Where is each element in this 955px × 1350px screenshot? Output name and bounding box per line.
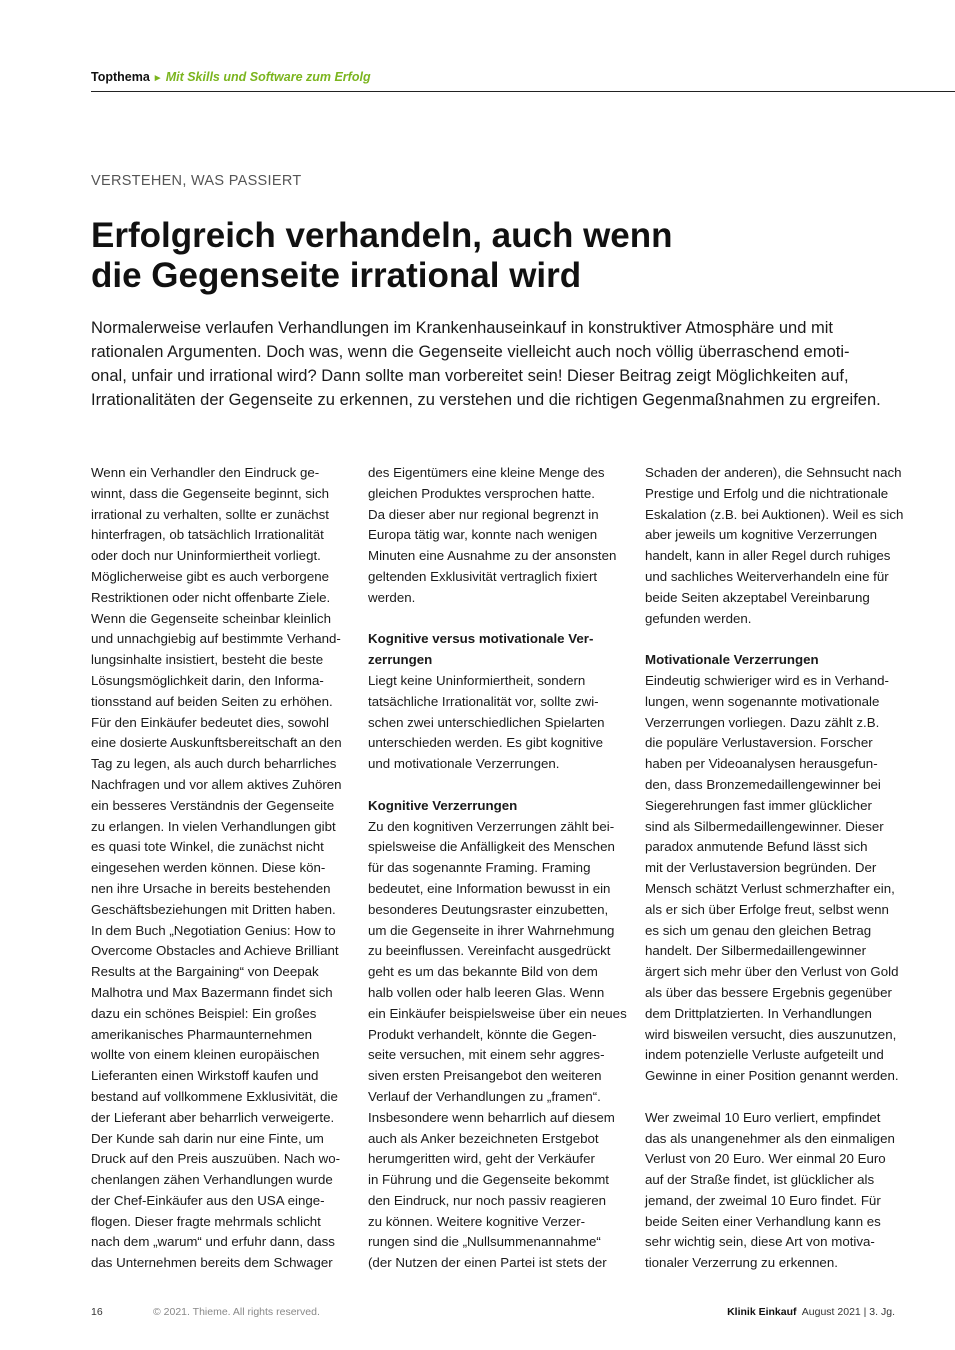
article-lead [91,316,911,412]
text-line: dazu ein schönes Beispiel: Ein großes [91,1005,317,1021]
section-heading-kognitive: Kognitive Verzerrungen [368,797,518,813]
text-line: Der Kunde sah darin nur eine Finte, um [91,1130,324,1146]
text-line: Zu den kognitiven Verzerrungen zählt bei- [368,818,615,834]
article-title [91,216,851,296]
text-line: aber jeweils um kognitive Verzerrungen [645,527,878,543]
text-line: in Führung und die Gegenseite bekommt [368,1172,609,1188]
text-line: dem Drittplatzierten. In Verhandlungen [645,1005,872,1021]
text-line: ein besseres Verständnis der Gegenseite [91,797,335,813]
copyright-notice: © 2021. Thieme. All rights reserved. [153,1306,320,1318]
text-line: gefunden werden. [645,610,752,626]
text-line: Minuten eine Ausnahme zu der ansonsten [368,548,617,564]
text-line: sind als Silbermedaillengewinner. Dieser [645,818,884,834]
text-line: Results at the Bargaining“ von Deepak [91,964,319,980]
text-line: zu beeinflussen. Vereinfacht ausgedrückt [368,943,611,959]
text-line: unterschieden werden. Es gibt kognitive [368,735,604,751]
text-line: die populäre Verlustaversion. Forscher [645,735,873,751]
text-line: In dem Buch „Negotiation Genius: How to [91,922,336,938]
text-line: Da dieser aber nur regional begrenzt in [368,506,599,522]
section-subtitle: Mit Skills und Software zum Erfolg [165,70,371,84]
text-line: amerikanisches Pharmaunternehmen [91,1026,312,1042]
section-heading-kognitive-vs-motivationale [368,629,620,671]
lead-line: rationalen Argumenten. Doch was, wenn die Gegenseite vielleicht auch noch völlig überraschend emoti- [91,343,850,361]
text-line: Geschäftsbeziehungen mit Dritten haben. [91,901,336,917]
text-line: Schaden der anderen), die Sehnsucht nach [645,465,902,480]
text-line: auch als Anker bezeichneten Erstgebot [368,1130,599,1146]
journal-name: Klinik Einkauf [727,1306,797,1318]
arrow-icon: ► [152,73,163,84]
header-divider [91,91,955,92]
text-line: das als unangenehmer als den einmaligen [645,1130,895,1146]
text-line: Mensch schätzt Verlust schmerzhafter ein, [645,880,895,896]
text-line: Overcome Obstacles and Achieve Brilliant [91,943,339,959]
text-line: handelt, kann in aller Regel durch ruhiges [645,548,891,564]
issue-info: August 2021 | 3. Jg. [801,1306,895,1318]
text-line: auf der Straße findet, ist glücklicher als [645,1172,875,1188]
text-line: tionsstand auf beiden Seiten zu erhöhen. [91,693,333,709]
text-line: herumgeritten wird, geht der Verkäufer [368,1151,595,1167]
text-line: geltenden Exklusivität vertraglich fixiert [368,568,598,584]
text-line: Insbesondere wenn beharrlich auf diesem [368,1109,615,1125]
text-line: halb vollen oder halb leeren Glas. Wenn [368,984,605,1000]
paragraph [645,671,897,1087]
text-line: beide Seiten akzeptabel Vereinbarung [645,589,870,605]
text-line: tionaler Verzerrung zu erkennen. [645,1255,838,1271]
text-line: als er sich über Erfolge freut, selbst wenn [645,901,889,917]
text-line: jemand, der zweimal 10 Euro findet. Für [645,1192,881,1208]
text-line: winnt, dass die Gegenseite beginnt, sich [91,485,330,501]
paragraph [368,817,627,1275]
text-line: Verzerrungen vorliegen. Dazu zählt z.B. [645,714,880,730]
text-line: ärgert sich mehr über den Verlust von Gold [645,964,899,980]
text-line: bedeutet, eine Information bewusst in ein [368,880,611,896]
text-line: Für den Einkäufer bedeutet dies, sowohl [91,714,330,730]
text-line: eine dosierte Auskunftsbereitschaft an den [91,735,342,751]
text-line: chenlangen zähen Verhandlungen wurde [91,1172,333,1188]
text-line: Europa tätig war, konnte nach wenigen [368,527,598,543]
text-line: wird bisweilen versucht, dies auszunutzen, [645,1026,897,1042]
text-line: es quasi tote Winkel, die zunächst nicht [91,839,324,855]
text-line: Kognitive versus motivationale Ver- [368,631,594,647]
text-line: werden. [368,589,416,605]
text-line: indem potenzielle Verluste aufgeteilt und [645,1047,884,1063]
text-line: Lösungsmöglichkeit darin, den Informa- [91,672,324,688]
text-line: es sich um genau den gleichen Betrag [645,922,872,938]
text-line: rungen sind die „Nullsummenannahme“ [368,1234,601,1250]
text-line: Gewinne in einer Position genannt werden. [645,1068,899,1084]
title-line: Erfolgreich verhandeln, auch wenn [91,216,673,255]
text-line: das Unternehmen bereits dem Schwager [91,1255,333,1271]
text-line: oder doch nur Uninformiertheit vorliegt. [91,548,321,564]
text-line: Verlust von 20 Euro. Wer einmal 20 Euro [645,1151,886,1167]
text-line: zu erlangen. In vielen Verhandlungen gibt [91,818,336,834]
text-line: für das sogenannte Framing. Framing [368,860,591,876]
text-line: Liegt keine Uninformiertheit, sondern [368,672,586,688]
text-line: Restriktionen oder nicht offenbarte Ziele. [91,589,331,605]
text-line: Wer zweimal 10 Euro verliert, empfindet [645,1109,881,1125]
paragraph [368,463,620,609]
text-line: Prestige und Erfolg und die nichtrationale [645,485,889,501]
text-line: des Eigentümers eine kleine Menge des [368,465,605,480]
text-line: Nachfragen und vor allem aktives Zuhören [91,776,342,792]
text-line: geht es um das bekannte Bild von dem [368,964,598,980]
lead-line: Normalerweise verlaufen Verhandlungen im Krankenhauseinkauf in konstruktiver Atmosphäre und mit [91,319,833,337]
text-line: gleichen Produktes versprochen hatte. [368,485,595,501]
text-column-2 [368,463,627,1274]
text-line: tatsächliche Irrationalität vor, sollte zwi- [368,693,599,709]
text-line: Druck auf den Preis auszuüben. Nach wo- [91,1151,341,1167]
text-line: und unnachgiebig auf bestimmte Verhand- [91,631,341,647]
text-line: Eindeutig schwieriger wird es in Verhand- [645,672,889,688]
page-number: 16 [91,1306,103,1318]
text-line: zerrungen [368,652,433,668]
text-line: paradox anmutende Befund lässt sich [645,839,868,855]
text-line: Verlauf der Verhandlungen zu „framen“. [368,1088,601,1104]
text-line: Produkt verhandelt, könnte die Gegen- [368,1026,597,1042]
text-line: (der Nutzen der einen Partei ist stets der [368,1255,607,1271]
text-line: sehr wichtig sein, diese Art von motiva- [645,1234,875,1250]
text-line: der Lieferant aber beharrlich verweigerte. [91,1109,335,1125]
text-line: nen ihre Ursache in bereits bestehenden [91,880,331,896]
text-line: Eskalation (z.B. bei Auktionen). Weil es sich [645,506,904,522]
text-line: mit der Verlustaversion begründen. Der [645,860,877,876]
text-line: handelt. Der Silbermedaillengewinner [645,943,867,959]
paragraph [368,671,620,775]
article-kicker: VERSTEHEN, WAS PASSIERT [91,173,302,189]
paragraph [645,463,904,629]
text-line: zu können. Weitere kognitive Verzer- [368,1213,586,1229]
text-line: Wenn die Gegenseite scheinbar kleinlich [91,610,331,626]
running-header [91,70,371,84]
text-line: ein Einkäufer beispielsweise über ein neues [368,1005,627,1021]
text-column-3 [645,463,904,1274]
section-heading-motivationale: Motivationale Verzerrungen [645,652,819,668]
section-label: Topthema [91,70,150,84]
text-line: irrational zu verhalten, sollte er zunächst [91,506,329,522]
text-line: hinterfragen, ob tatsächlich Irrationalität [91,527,324,543]
journal-info [727,1306,895,1318]
text-line: Wenn ein Verhandler den Eindruck ge- [91,465,320,480]
text-line: eingesehen werden können. Diese kön- [91,860,326,876]
text-line: Möglicherweise gibt es auch verborgene [91,568,329,584]
paragraph [645,1108,897,1274]
text-line: spielsweise die Anfälligkeit des Menschen [368,839,615,855]
text-line: lungsinhalte insistiert, besteht die beste [91,652,324,668]
text-line: wollte von einem kleinen europäischen [91,1047,320,1063]
text-line: der Chef-Einkäufer aus den USA einge- [91,1192,325,1208]
lead-line: onal, unfair und irrational wird? Dann sollte man vorbereitet sein! Dieser Beitrag zeigt Möglichkeiten auf, [91,367,849,385]
text-line: Malhotra und Max Bazermann findet sich [91,984,333,1000]
text-line: schen zwei unterschiedlichen Spielarten [368,714,605,730]
text-line: den, dass Bronzemedaillengewinner bei [645,776,881,792]
lead-line: Irrationalitäten der Gegenseite zu erkennen, zu verstehen und die richtigen Gegenmaßnahmen zu ergreifen. [91,391,881,409]
text-line: besonderes Deutungsraster einzubetten, [368,901,609,917]
text-line: bestand auf vollkommene Exklusivität, die [91,1088,338,1104]
text-line: beide Seiten einer Verhandlung kann es [645,1213,881,1229]
text-line: siven ersten Preisangebot den weiteren [368,1068,602,1084]
text-line: seite versuchen, mit einem sehr aggres- [368,1047,605,1063]
text-line: lungen, wenn sogenannte motivationale [645,693,880,709]
text-line: und sachliches Weiterverhandeln eine für [645,568,889,584]
text-line: um die Gegenseite in ihrer Wahrnehmung [368,922,615,938]
text-line: haben per Videoanalysen herausgefun- [645,756,878,772]
text-column-1 [91,463,343,1274]
text-line: flogen. Dieser fragte mehrmals schlicht [91,1213,321,1229]
text-line: den Eindruck, nur noch passiv reagieren [368,1192,607,1208]
text-line: Siegerehrungen fast immer glücklicher [645,797,872,813]
text-line: als über das bessere Ergebnis gegenüber [645,984,892,1000]
text-line: und motivationale Verzerrungen. [368,756,560,772]
title-line: die Gegenseite irrational wird [91,256,582,295]
text-line: nach dem „warum“ und erfuhr dann, dass [91,1234,335,1250]
text-line: Lieferanten einen Wirkstoff kaufen und [91,1068,319,1084]
text-line: Tag zu legen, als auch durch beharrliches [91,756,337,772]
